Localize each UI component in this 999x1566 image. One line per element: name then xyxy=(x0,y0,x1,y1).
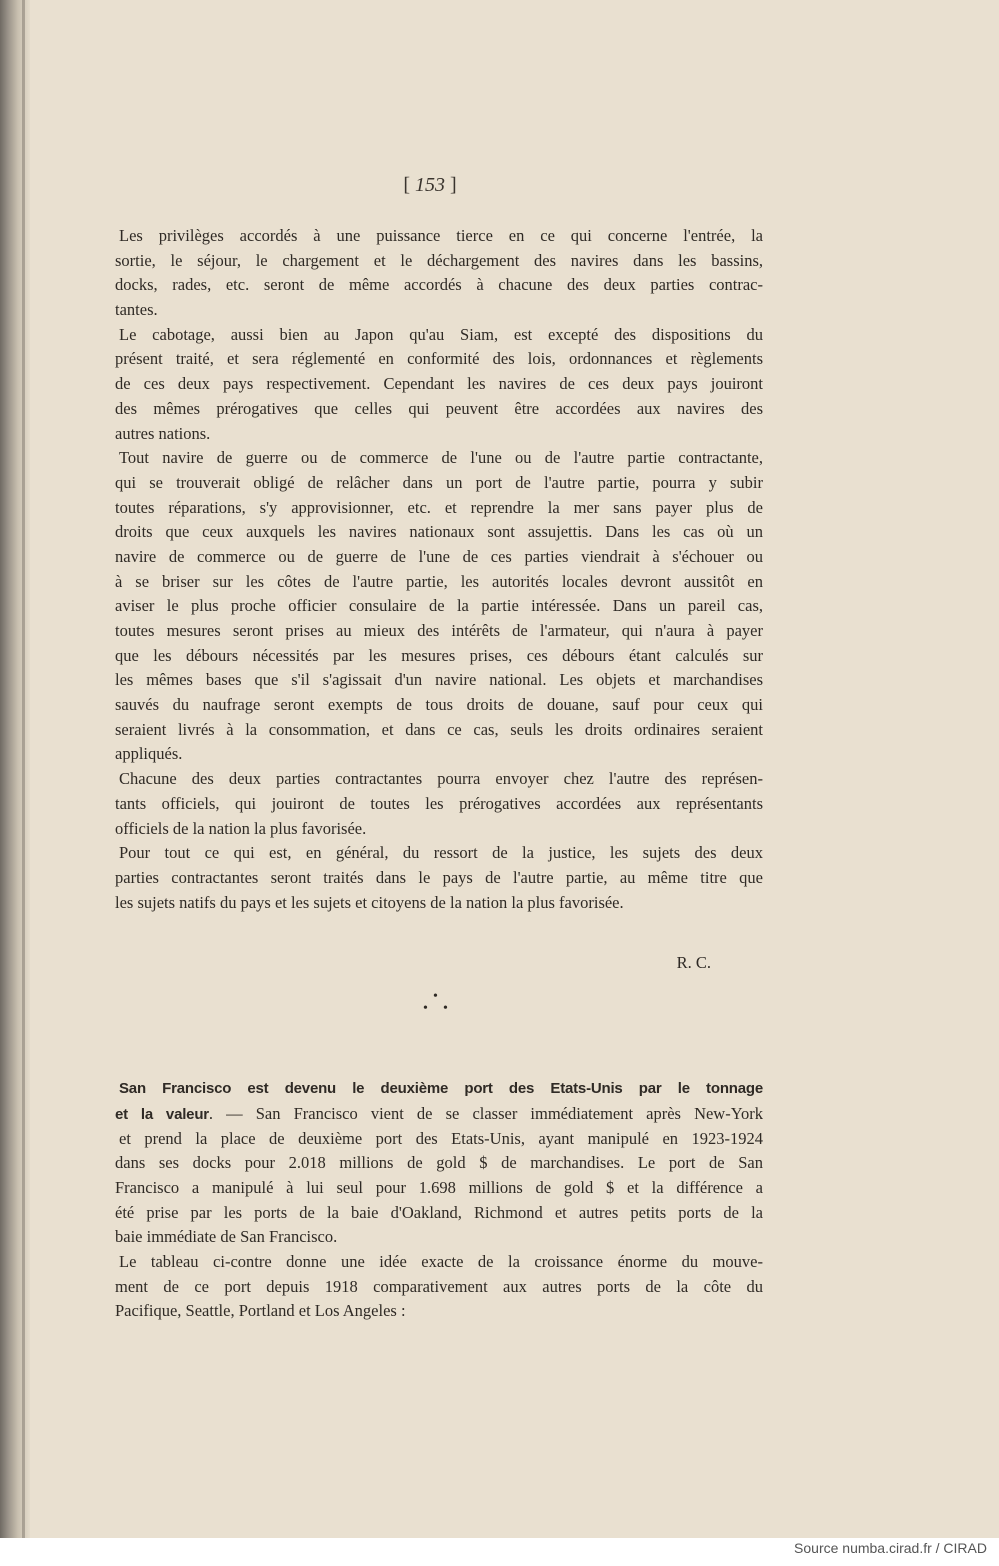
text-line: Le cabotage, aussi bien au Japon qu'au Siam, est excepté des dispositions du xyxy=(119,324,763,344)
book-spine-edge xyxy=(0,0,30,1538)
body-text xyxy=(115,224,763,1324)
text-line: Tout navire de guerre ou de commerce de l'une ou de l'autre partie contractante, xyxy=(119,448,763,468)
text-line: des mêmes prérogatives que celles qui peuvent être accordées aux navires des xyxy=(115,398,763,418)
text-line: à se briser sur les côtes de l'autre partie, les autorités locales devront aussitôt en xyxy=(115,571,763,591)
text-line xyxy=(115,1102,763,1127)
text-line: Pour tout ce qui est, en général, du ressort de la justice, les sujets des deux xyxy=(119,843,763,863)
text-line: dans ses docks pour 2.018 millions de gold $ de marchandises. Le port de San xyxy=(115,1153,763,1173)
text-line: ment de ce port depuis 1918 comparativement aux autres ports de la côte du xyxy=(115,1276,763,1296)
text-line: été prise par les ports de la baie d'Oakland, Richmond et autres petits ports de la xyxy=(115,1202,763,1222)
paragraph xyxy=(115,224,763,323)
text-line: appliqués. xyxy=(115,744,183,764)
text-line: droits que ceux auxquels les navires nationaux sont assujettis. Dans les cas où un xyxy=(115,522,763,542)
text-line: tantes. xyxy=(115,300,158,320)
article-paragraph xyxy=(115,1077,763,1250)
text-line: sortie, le séjour, le chargement et le déchargement des navires dans les bassins, xyxy=(115,250,763,270)
text-line: Chacune des deux parties contractantes pourra envoyer chez l'autre des représen- xyxy=(119,769,763,789)
text-line: aviser le plus proche officier consulaire de la partie intéressée. Dans un pareil cas, xyxy=(115,596,763,616)
paragraph xyxy=(115,841,763,915)
star-dot: • xyxy=(443,1001,448,1017)
text-line: sauvés du naufrage seront exempts de tous droits de douane, sauf pour ceux qui xyxy=(115,695,763,715)
text-line: qui se trouverait obligé de relâcher dans un port de l'autre partie, pourra y subir xyxy=(115,472,763,492)
page-number: [ 153 ] xyxy=(403,174,457,196)
article-heading: San Francisco est devenu le deuxième port des Etats-Unis par le tonnage xyxy=(119,1080,763,1098)
section-separator xyxy=(115,987,763,1047)
text-line: autres nations. xyxy=(115,423,211,443)
text-line: et prend la place de deuxième port des Etats-Unis, ayant manipulé en 1923-1924 xyxy=(119,1128,763,1148)
star-dot: • xyxy=(433,989,438,1005)
source-credit: Source numba.cirad.fr / CIRAD xyxy=(794,1540,987,1556)
text-span: . — San Francisco vient de se classer immédiatement après New-York xyxy=(208,1103,763,1123)
treaty-paragraphs xyxy=(115,224,763,915)
text-line: tants officiels, qui jouiront de toutes les prérogatives accordées aux représentants xyxy=(115,793,763,813)
text-line: que les débours nécessités par les mesures prises, ces débours étant calculés sur xyxy=(115,645,763,665)
text-line: navire de commerce ou de guerre de l'une de ces parties viendrait à s'échouer ou xyxy=(115,546,763,566)
signature: R. C. xyxy=(676,953,711,973)
star-dot: • xyxy=(423,1001,428,1017)
paragraph xyxy=(115,323,763,446)
text-line: toutes mesures seront prises au mieux des intérêts de l'armateur, qui n'aura à payer xyxy=(115,621,763,640)
text-line: parties contractantes seront traités dans le pays de l'autre partie, au même titre que xyxy=(115,867,763,887)
text-line: baie immédiate de San Francisco. xyxy=(115,1227,338,1247)
text-line: toutes réparations, s'y approvisionner, etc. et reprendre la mer sans payer plus de xyxy=(115,497,763,517)
text-line: les sujets natifs du pays et les sujets et citoyens de la nation la plus favorisée. xyxy=(115,892,624,912)
paragraph xyxy=(115,446,763,767)
article-paragraph xyxy=(115,1250,763,1324)
text-line: officiels de la nation la plus favorisée. xyxy=(115,818,367,838)
text-line: Pacifique, Seattle, Portland et Los Angeles : xyxy=(115,1301,406,1321)
page-number-value: 153 xyxy=(415,174,445,196)
text-line: de ces deux pays respectivement. Cependant les navires de ces deux pays jouiront xyxy=(115,374,763,394)
text-line: docks, rades, etc. seront de même accordés à chacune des deux parties contrac- xyxy=(115,275,763,295)
text-line: les mêmes bases que s'il s'agissait d'un navire national. Les objets et marchandises xyxy=(115,670,763,690)
text-line: Francisco a manipulé à lui seul pour 1.698 millions de gold $ et la différence a xyxy=(115,1178,763,1197)
text-line: Le tableau ci-contre donne une idée exacte de la croissance énorme du mouve- xyxy=(119,1252,763,1272)
text-line: seraient livrés à la consommation, et dans ce cas, seuls les droits ordinaires seraient xyxy=(115,719,763,739)
text-line: Les privilèges accordés à une puissance tierce en ce qui concerne l'entrée, la xyxy=(119,226,763,245)
article-heading-end: et la valeur xyxy=(115,1105,209,1123)
paragraph xyxy=(115,767,763,841)
page-gutter xyxy=(22,0,25,1538)
text-line: présent traité, et sera réglementé en conformité des lois, ordonnances et règlements xyxy=(115,349,763,369)
